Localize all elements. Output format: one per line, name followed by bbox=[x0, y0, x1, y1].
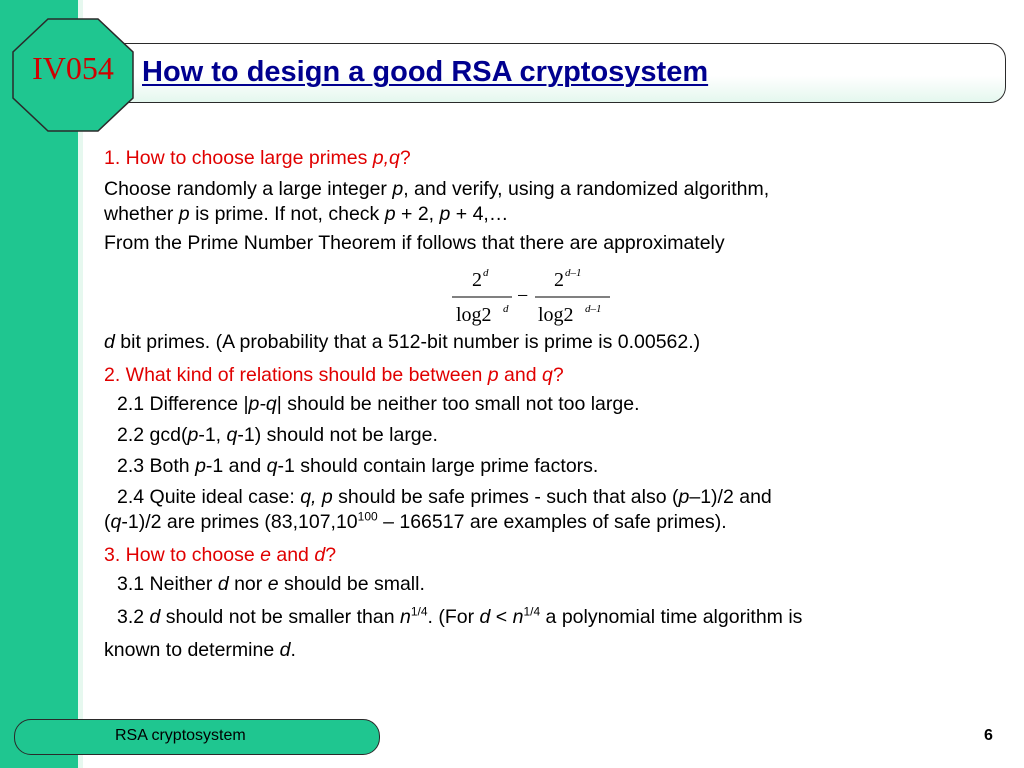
course-code: IV054 bbox=[32, 50, 114, 86]
formula-den-exponent-1: d bbox=[503, 303, 509, 315]
prime-count-formula bbox=[448, 262, 628, 332]
formula-den-exponent-2: d–1 bbox=[585, 303, 602, 315]
section-1-heading: 1. How to choose large primes p,q? bbox=[104, 147, 411, 169]
slide-title: How to design a good RSA cryptosystem bbox=[142, 56, 709, 88]
formula-denominator-1: log2 bbox=[456, 304, 492, 326]
list-item: 2.3 Both p-1 and q-1 should contain large prime factors. bbox=[117, 455, 599, 477]
formula-numerator-1: 2 bbox=[472, 269, 482, 291]
list-item-continuation: known to determine d. bbox=[104, 639, 296, 661]
list-item: 2.2 gcd(p-1, q-1) should not be large. bbox=[117, 424, 438, 446]
formula-numerator-2: 2 bbox=[554, 269, 564, 291]
list-item: 2.4 Quite ideal case: q, p should be safe primes - such that also (p–1)/2 and bbox=[117, 486, 772, 508]
paragraph: From the Prime Number Theorem if follows that there are approximately bbox=[104, 232, 725, 254]
footer-title: RSA cryptosystem bbox=[115, 727, 246, 744]
paragraph: d bit primes. (A probability that a 512-bit number is prime is 0.00562.) bbox=[104, 331, 701, 353]
formula-minus: − bbox=[517, 285, 529, 307]
paragraph: whether p is prime. If not, check p + 2, p + 4,… bbox=[104, 203, 509, 225]
formula-denominator-2: log2 bbox=[538, 304, 574, 326]
formula-exponent-2: d–1 bbox=[565, 267, 582, 279]
slide-body bbox=[104, 146, 964, 663]
section-2-heading: 2. What kind of relations should be between p and q? bbox=[104, 364, 564, 386]
formula-exponent-1: d bbox=[483, 267, 489, 279]
page-number: 6 bbox=[984, 727, 993, 744]
list-item: 3.1 Neither d nor e should be small. bbox=[117, 573, 425, 595]
list-item: 2.1 Difference |p-q| should be neither too small not too large. bbox=[117, 393, 640, 415]
section-3-heading: 3. How to choose e and d? bbox=[104, 544, 337, 566]
paragraph: Choose randomly a large integer p, and verify, using a randomized algorithm, bbox=[104, 178, 770, 200]
list-item-continuation: (q-1)/2 are primes (83,107,10$^{100}$ – 166517 are examples of safe primes). bbox=[104, 509, 727, 533]
list-item: 3.2 d should not be smaller than $n^{1/4}$. (For $d < n^{1/4}$ a polynomial time algorithm is bbox=[117, 604, 803, 628]
